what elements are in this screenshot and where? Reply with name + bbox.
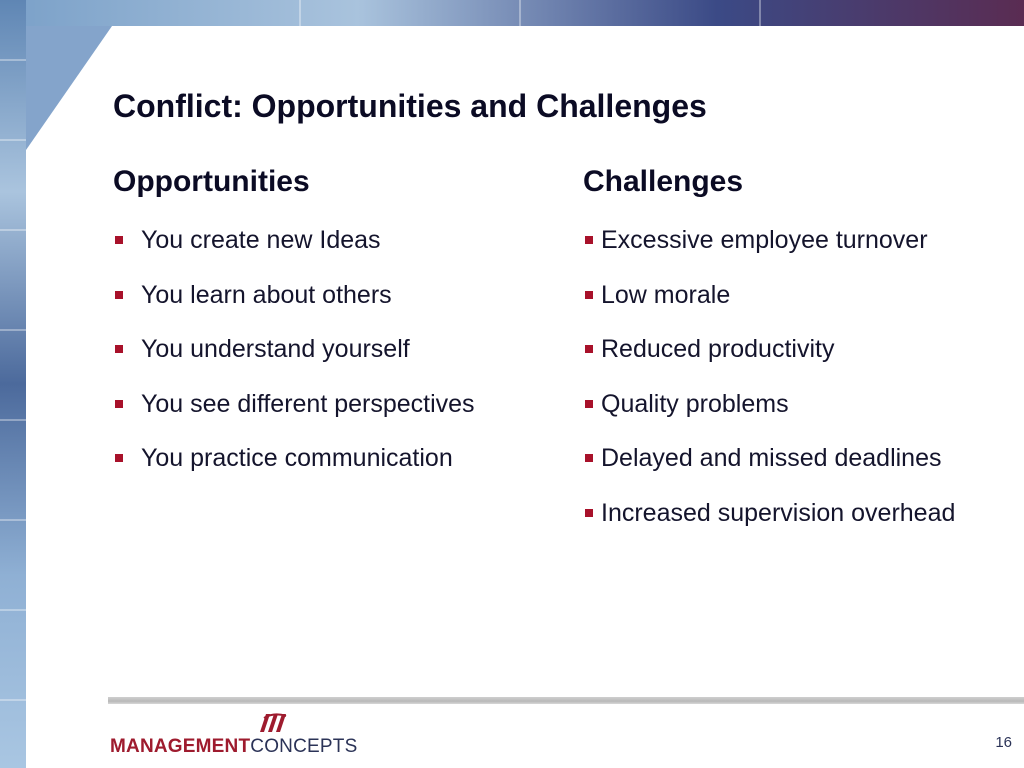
list-item: You practice communication bbox=[113, 440, 475, 495]
list-item: You see different perspectives bbox=[113, 386, 475, 441]
bullet-square-icon bbox=[585, 509, 593, 517]
bullet-square-icon bbox=[115, 454, 123, 462]
list-item: Excessive employee turnover bbox=[583, 222, 955, 277]
list-item: Increased supervision overhead bbox=[583, 495, 955, 550]
list-item: Low morale bbox=[583, 277, 955, 332]
list-item: Delayed and missed deadlines bbox=[583, 440, 955, 495]
list-item: You learn about others bbox=[113, 277, 475, 332]
bullet-square-icon bbox=[585, 454, 593, 462]
bullet-square-icon bbox=[115, 291, 123, 299]
list-item: Reduced productivity bbox=[583, 331, 955, 386]
bullet-square-icon bbox=[585, 236, 593, 244]
list-item: You understand yourself bbox=[113, 331, 475, 386]
opportunities-list bbox=[113, 222, 475, 495]
bullet-square-icon bbox=[115, 236, 123, 244]
bullet-square-icon bbox=[585, 291, 593, 299]
list-item: Quality problems bbox=[583, 386, 955, 441]
logo-mark-icon bbox=[256, 712, 288, 732]
bullet-square-icon bbox=[585, 400, 593, 408]
company-logo bbox=[110, 712, 410, 760]
opportunities-heading: Opportunities bbox=[113, 165, 310, 198]
bullet-square-icon bbox=[115, 400, 123, 408]
challenges-list bbox=[583, 222, 955, 550]
list-item: You create new Ideas bbox=[113, 222, 475, 277]
footer-divider bbox=[108, 697, 1024, 704]
bullet-square-icon bbox=[585, 345, 593, 353]
challenges-heading: Challenges bbox=[583, 165, 744, 198]
logo-wordmark: MANAGEMENTCONCEPTS bbox=[110, 736, 358, 757]
bullet-square-icon bbox=[115, 345, 123, 353]
page-number: 16 bbox=[995, 734, 1012, 751]
slide-title: Conflict: Opportunities and Challenges bbox=[113, 88, 707, 124]
